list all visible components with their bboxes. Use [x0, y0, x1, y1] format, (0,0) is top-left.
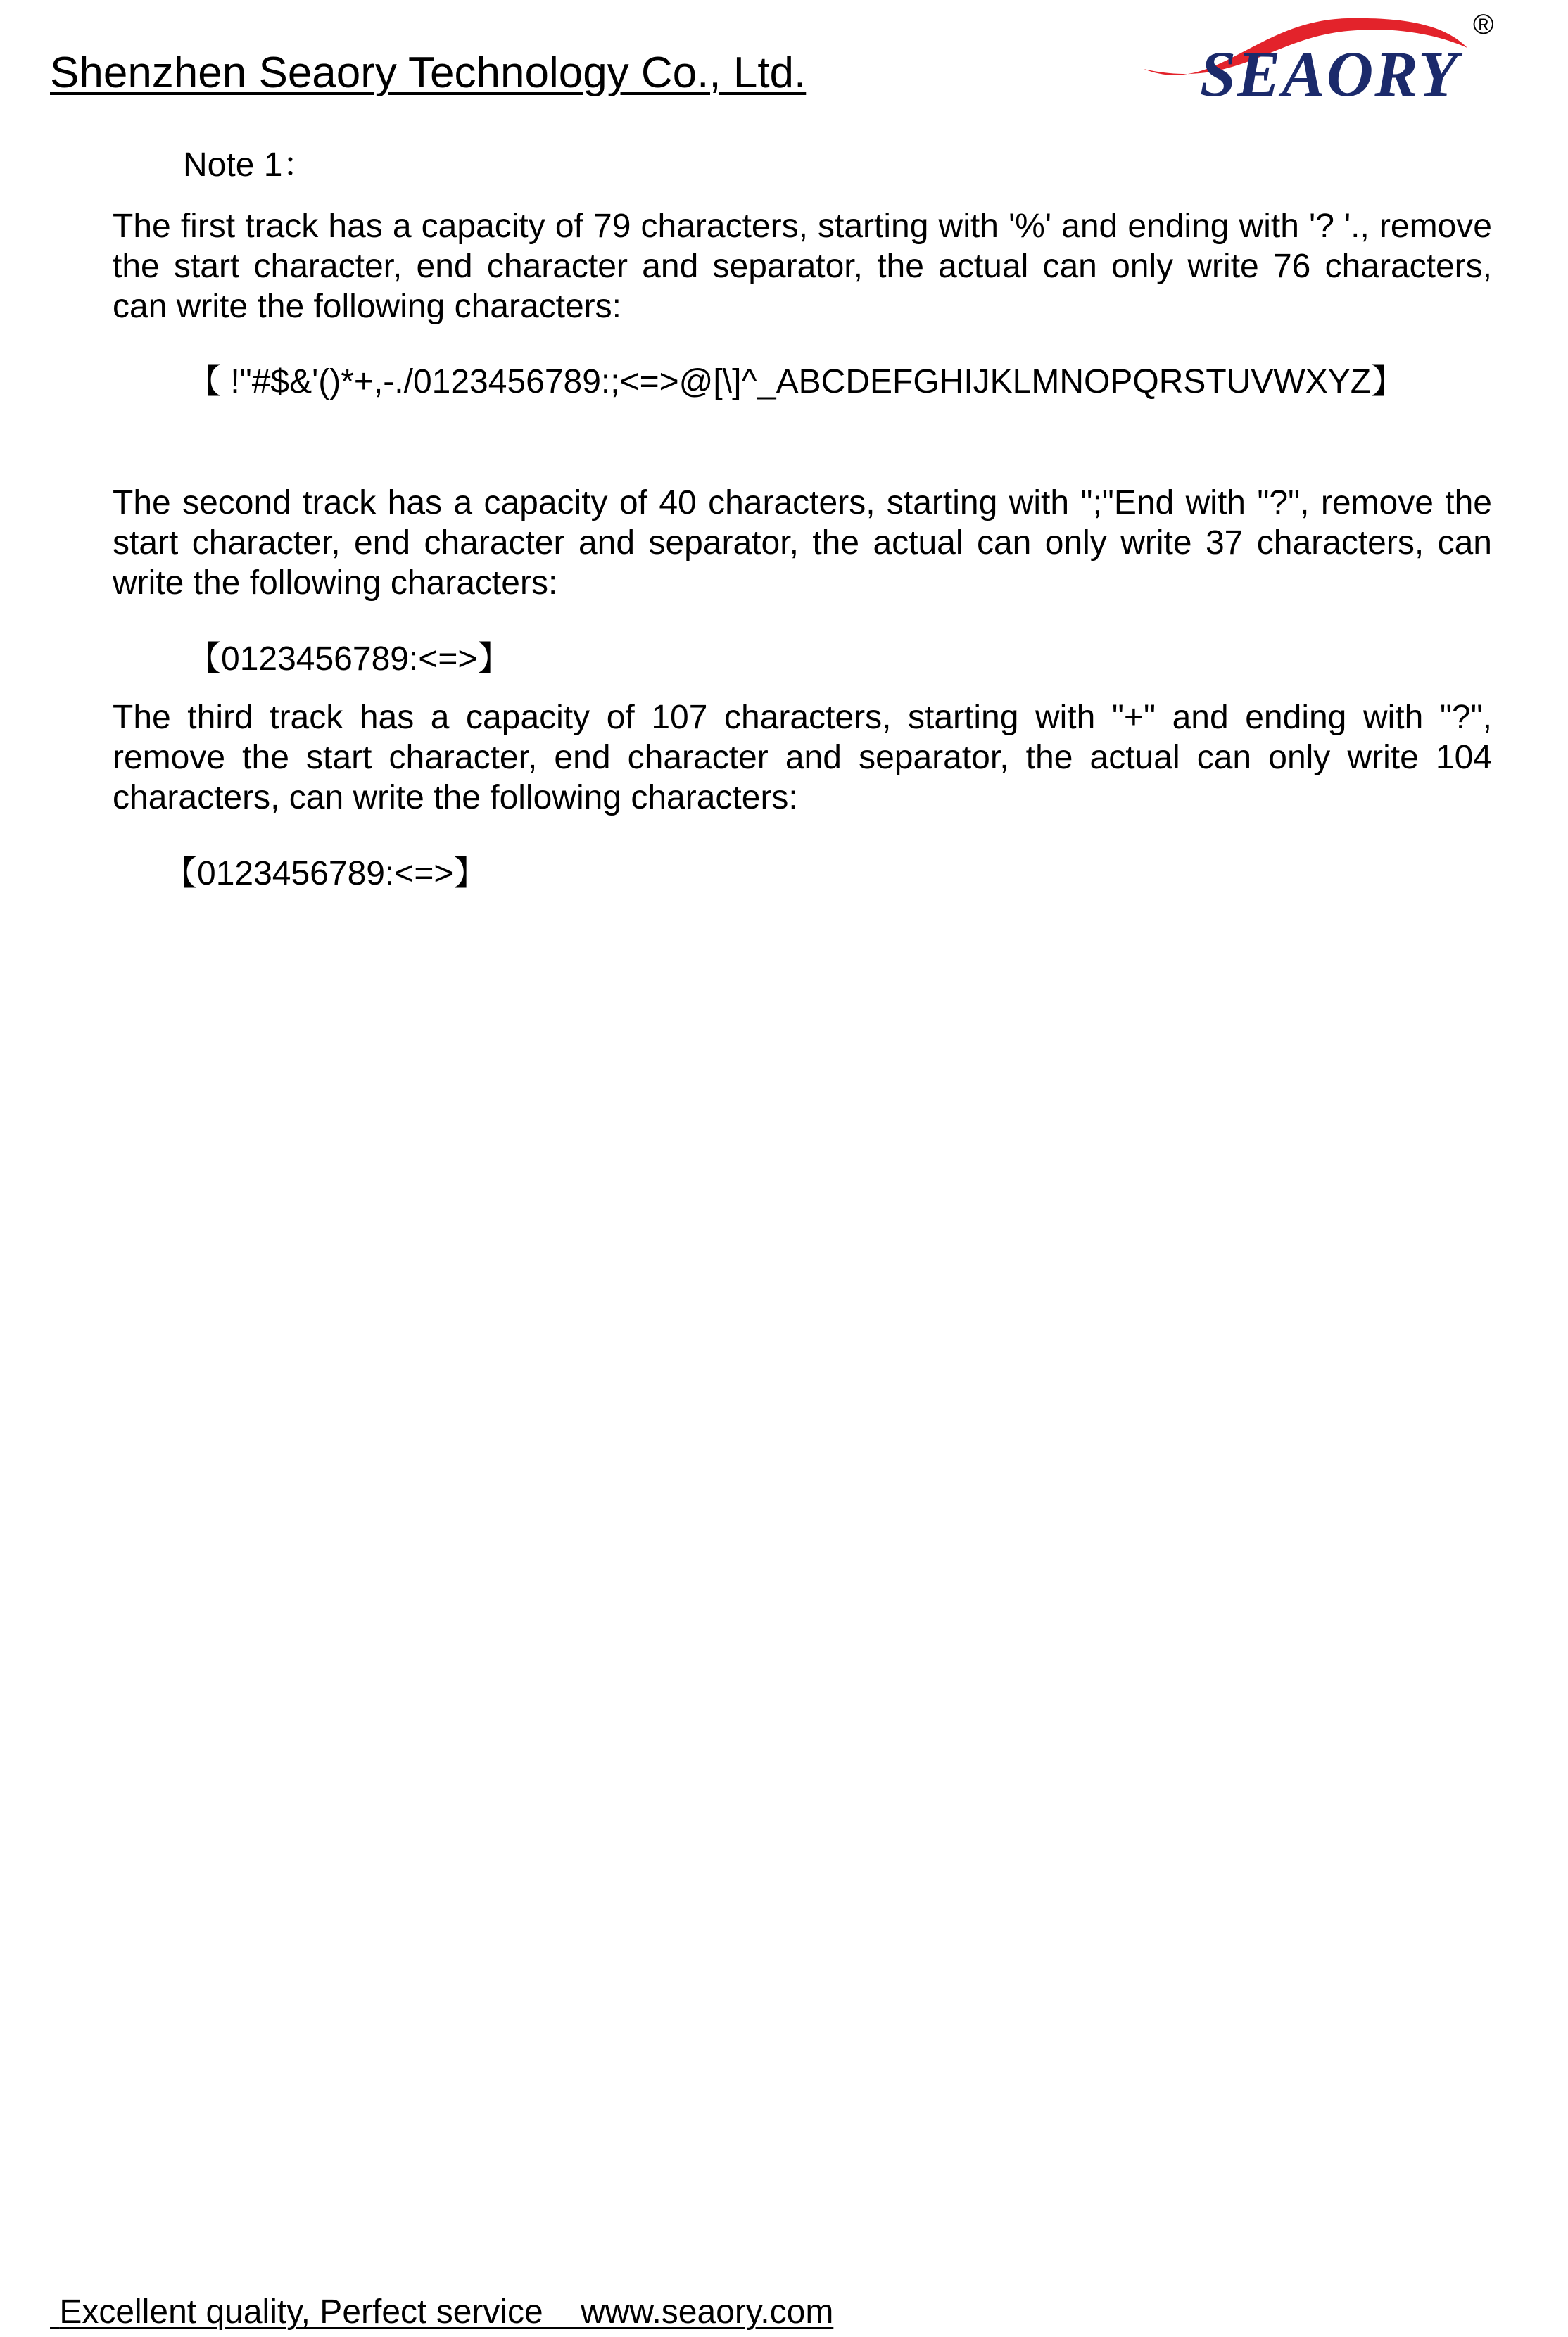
logo-wordmark: SEAORY — [1200, 38, 1460, 110]
company-name: Shenzhen Seaory Technology Co., Ltd. — [50, 49, 807, 97]
track-2-description: The second track has a capacity of 40 characters, starting with ";"End with "?", remove the start character, end character and separator, the actual can only write 37 characters, can write the following characters: — [113, 484, 1492, 602]
note-label: Note 1： — [183, 146, 317, 184]
track-2-characters: 【0123456789:<=>】 — [187, 640, 512, 678]
track-3-description: The third track has a capacity of 107 characters, starting with "+" and ending with "?", remove the start character, end character and separator, the actual can only write 104 characters, can write the following characters: — [113, 699, 1492, 816]
registered-mark: ® — [1473, 9, 1494, 40]
footer-website[interactable]: www.seaory.com — [581, 2293, 834, 2331]
track-3-characters: 【0123456789:<=>】 — [163, 855, 488, 892]
footer — [50, 2293, 833, 2331]
track-1-description: The first track has a capacity of 79 characters, starting with '%' and ending with '? '., remove the start character, end character and separator, the actual can only write 76 characters, can write the following characters: — [113, 208, 1492, 325]
footer-slogan: Excellent quality, Perfect service — [59, 2293, 543, 2331]
seaory-logo — [1137, 6, 1503, 111]
track-1-characters: 【 !"#$&'()*+,-./0123456789:;<=>@[\]^_ABCDEFGHIJKLMNOPQRSTUVWXYZ】 — [187, 363, 1405, 400]
